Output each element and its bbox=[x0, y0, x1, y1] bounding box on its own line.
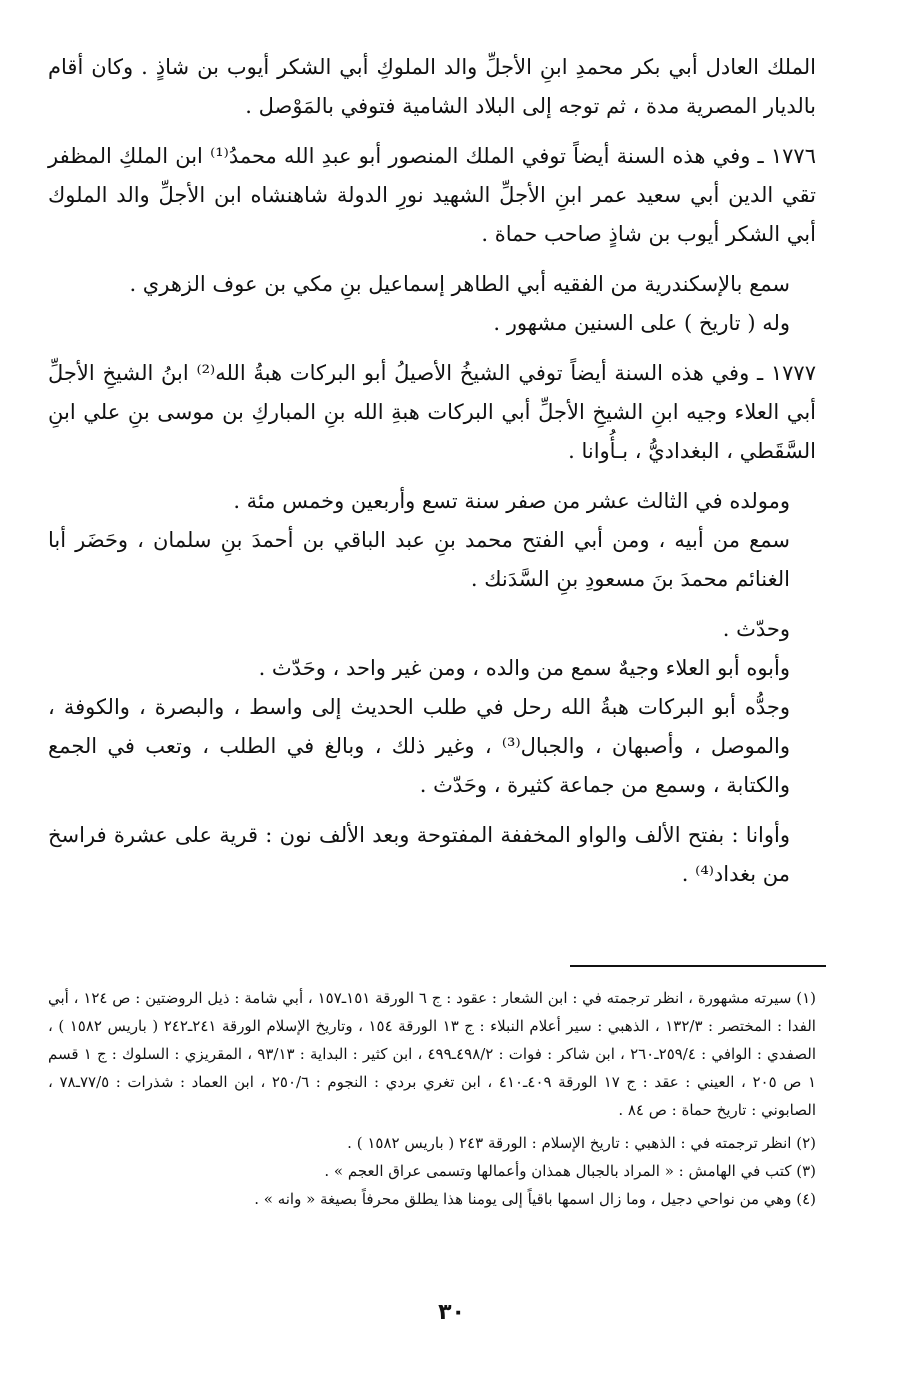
paragraph-grandfather: وجدُّه أبو البركات هبةُ الله رحل في طلب الحديث إلى واسط ، والبصرة ، والكوفة ، والموصل ، وأصبهان ، والجبال⁽³⁾ ، وغير ذلك ، وبالغ في الطلب ، وتعب في الجمع والكتابة ، وسمع من جماعة كثيرة ، وحَدّث . bbox=[48, 695, 790, 797]
footnote-1: (١) سيرته مشهورة ، انظر ترجمته في : ابن الشعار : عقود : ج ٦ الورقة ١٥١ـ١٥٧ ، أبي شامة : ذيل الروضتين : ص ١٢٤ ، أبي الفدا : المختصر : ١٣٢/٣ ، الذهبي : سير أعلام النبلاء : ج ١٣ الورقة ١٥٤ ، وتاريخ الإسلام الورقة ٢٤١ـ٢٤٢ ( باريس ١٥٨٢ ) ، الصفدي : الوافي : ٢٥٩/٤ـ٢٦٠ ، ابن شاكر : فوات : ٤٩٨/٢ـ٤٩٩ ، ابن كثير : البداية : ٩٣/١٣ ، المقريزي : السلوك : ج ١ قسم ١ ص ٢٠٥ ، العيني : عقد : ج ١٧ الورقة ٤٠٩ـ٤١٠ ، ابن تغري بردي : النجوم : ٢٥٠/٦ ، ابن العماد : شذرات : ٧٧/٥ـ٧٨ ، الصابوني : تاريخ حماة : ص ٨٤ . bbox=[48, 989, 817, 1119]
paragraph-tarikh: وله ( تاريخ ) على السنين مشهور . bbox=[493, 311, 790, 335]
paragraph-birth: ومولده في الثالث عشر من صفر سنة تسع وأربعين وخمس مئة . bbox=[233, 489, 790, 513]
footnote-4: (٤) وهي من نواحي دجيل ، وما زال اسمها باقياً إلى يومنا هذا يطلق محرفاً بصيغة « وانه » . bbox=[254, 1190, 816, 1208]
paragraph-continuation: الملك العادل أبي بكر محمدِ ابنِ الأجلِّ والد الملوكِ أبي الشكر أيوب بن شاذٍ . وكان أقام بالديار المصرية مدة ، ثم توجه إلى البلاد الشامية فتوفي بالمَوْصل . bbox=[48, 55, 816, 118]
paragraph-father: وأبوه أبو العلاء وجيهٌ سمع من والده ، ومن غير واحد ، وحَدّث . bbox=[258, 656, 790, 680]
paragraph-teachers: سمع من أبيه ، ومن أبي الفتح محمد بنِ عبد الباقي بن أحمدَ بنِ سلمان ، وحَضَر أبا الغنائم محمدَ بنَ مسعودِ بنِ السَّدَنك . bbox=[48, 528, 790, 591]
entry-1777: ١٧٧٧ ـ وفي هذه السنة أيضاً توفي الشيخُ الأصيلُ أبو البركات هبةُ الله⁽²⁾ ابنُ الشيخِ الأجلِّ أبي العلاء وجيه ابنِ الشيخِ الأجلِّ أبي البركات هبةِ الله بنِ المباركِ بن موسى بنِ علي ابنِ السَّقَطي ، البغداديُّ ، بـأُوانا . bbox=[48, 361, 816, 463]
main-text bbox=[48, 48, 816, 894]
footnote-3: (٣) كتب في الهامش : « المراد بالجبال همذان وأعمالها وتسمى عراق العجم » . bbox=[324, 1162, 816, 1180]
entry-1776: ١٧٧٦ ـ وفي هذه السنة أيضاً توفي الملك المنصور أبو عبدِ الله محمدُ⁽¹⁾ ابن الملكِ المظفر تقي الدين أبي سعيد عمر ابنِ الأجلِّ الشهيد نورِ الدولة شاهنشاه ابن الأجلِّ والد الملوك أبي الشكر أيوب بن شاذٍ صاحب حماة . bbox=[48, 144, 816, 246]
footnotes bbox=[48, 984, 816, 1213]
footnote-2: (٢) انظر ترجمته في : الذهبي : تاريخ الإسلام : الورقة ٢٤٣ ( باريس ١٥٨٢ ) . bbox=[347, 1134, 816, 1152]
paragraph-haddath: وحدّث . bbox=[722, 617, 790, 641]
footnote-separator bbox=[570, 965, 826, 967]
paragraph-awana: وأوانا : بفتح الألف والواو المخففة المفتوحة وبعد الألف نون : قرية على عشرة فراسخ من بغداد⁽⁴⁾ . bbox=[48, 823, 790, 886]
page-number: ٣٠ bbox=[438, 1300, 465, 1325]
paragraph-sama-iskandariya: سمع بالإسكندرية من الفقيه أبي الطاهر إسماعيل بنِ مكي بن عوف الزهري . bbox=[129, 272, 790, 296]
